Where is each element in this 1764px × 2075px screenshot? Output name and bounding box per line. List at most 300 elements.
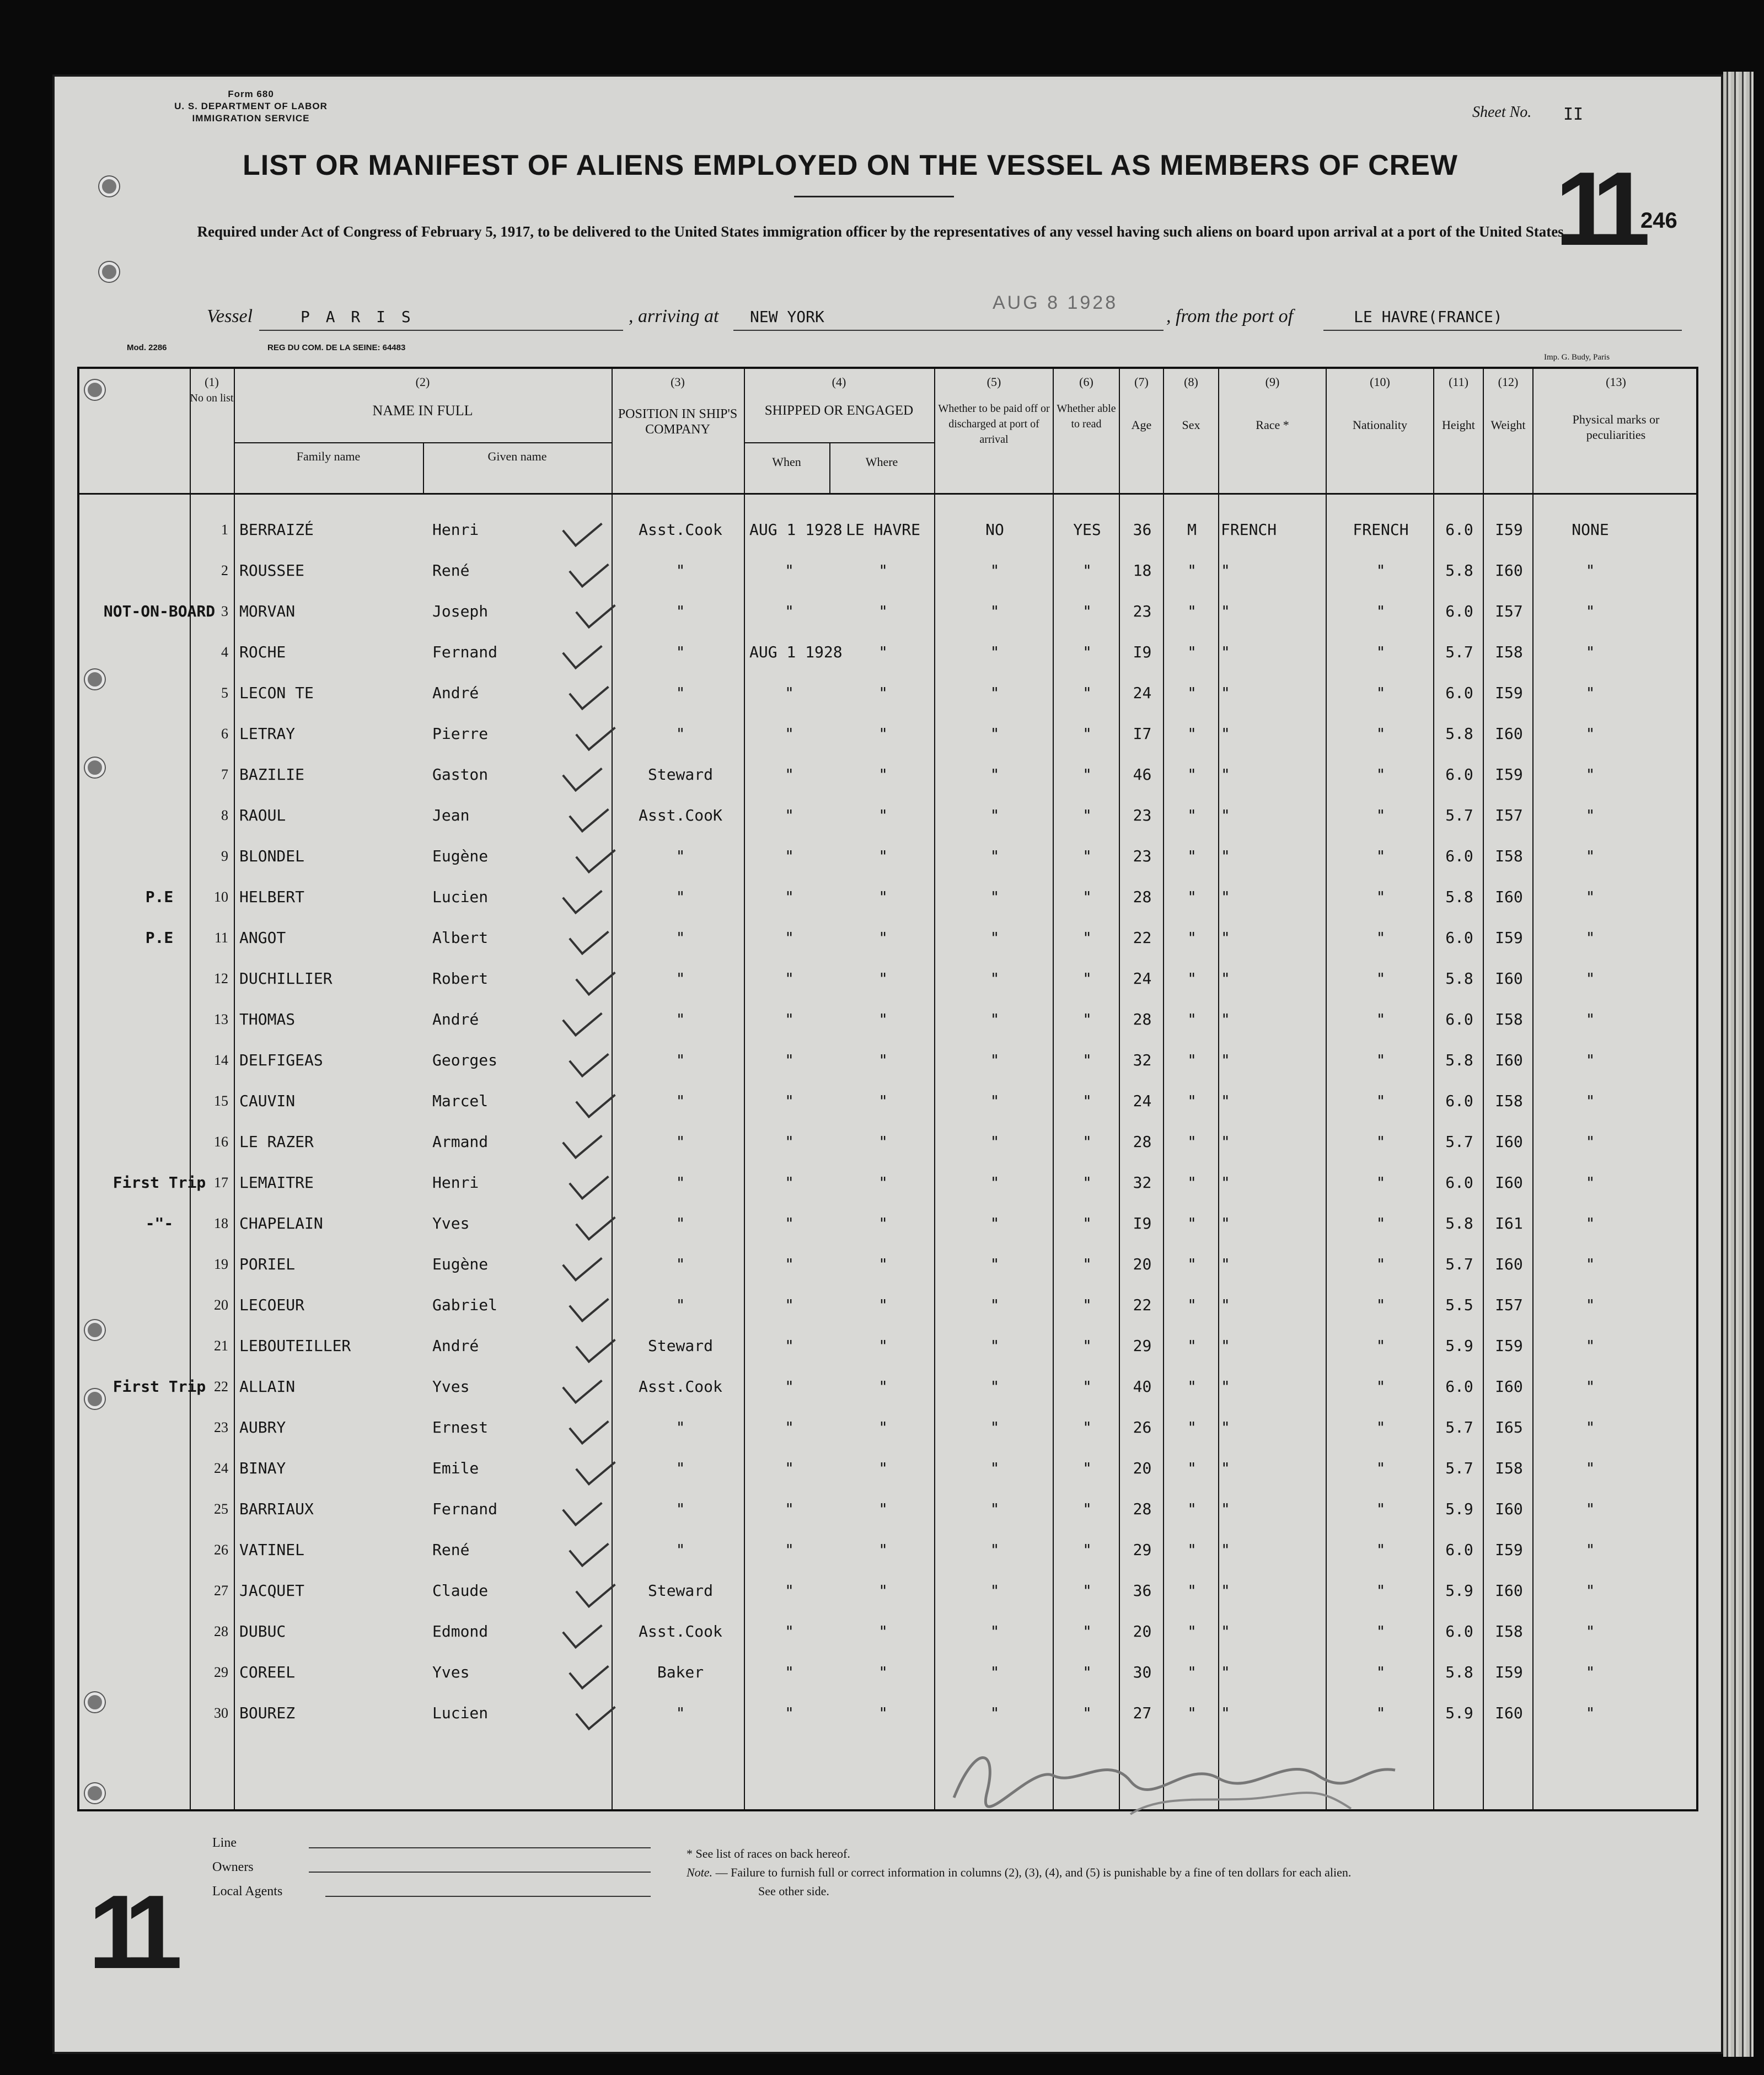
- col2-number: (2): [415, 375, 430, 389]
- agents-underline: [325, 1896, 651, 1897]
- cell-given: Yves: [432, 1214, 470, 1232]
- cell-paid: ": [990, 847, 1000, 865]
- sheet-number: II: [1563, 105, 1584, 124]
- cell-nationality: ": [1376, 1622, 1386, 1640]
- cell-note: [74, 1407, 245, 1448]
- cell-when: ": [785, 1010, 794, 1028]
- cell-when: AUG 1 1928: [749, 643, 843, 661]
- registry-number: REG DU COM. DE LA SEINE: 64483: [267, 343, 406, 352]
- cell-paid: ": [990, 1051, 1000, 1069]
- punch-hole: [85, 1692, 105, 1712]
- col13-header: [1534, 374, 1698, 443]
- cell-height: 5.9: [1445, 1337, 1473, 1355]
- row-number: 15: [214, 1093, 228, 1109]
- cell-race: ": [1221, 1500, 1230, 1518]
- row-number: 10: [214, 889, 228, 905]
- col1-label: No on list: [190, 392, 234, 404]
- cell-paid: ": [990, 1255, 1000, 1273]
- inspector-signature: [932, 1731, 1417, 1825]
- line-underline: [309, 1847, 651, 1848]
- from-port: LE HAVRE(FRANCE): [1354, 308, 1503, 326]
- table-row: [79, 510, 1696, 550]
- cell-read: ": [1082, 929, 1092, 947]
- cell-read: ": [1082, 684, 1092, 702]
- cell-note: [74, 714, 245, 754]
- row-number: 2: [221, 562, 228, 578]
- cell-family: CAUVIN: [239, 1092, 296, 1110]
- cell-paid: ": [990, 1500, 1000, 1518]
- cell-age: 28: [1133, 1500, 1152, 1518]
- cell-nationality: ": [1376, 1010, 1386, 1028]
- table-row: [79, 1244, 1696, 1285]
- table-row: [79, 1162, 1696, 1203]
- vessel-label: Vessel: [207, 306, 253, 326]
- col11-number: (11): [1449, 375, 1468, 389]
- cell-family: JACQUET: [239, 1581, 305, 1600]
- page-stack-edge: [1723, 72, 1754, 2057]
- row-number: 9: [221, 848, 228, 864]
- race-note: * See list of races on back hereof.: [687, 1847, 850, 1860]
- cell-note: [74, 1040, 245, 1081]
- cell-height: 6.0: [1445, 1622, 1473, 1640]
- row-number: 7: [221, 766, 228, 782]
- cell-height: 6.0: [1445, 684, 1473, 702]
- cell-note: [74, 1285, 245, 1326]
- cell-when: ": [785, 1704, 794, 1722]
- cell-read: ": [1082, 1541, 1092, 1559]
- cell-age: 36: [1133, 1581, 1152, 1600]
- cell-note: [74, 795, 245, 836]
- service-name: IMMIGRATION SERVICE: [192, 113, 310, 124]
- table-row: [79, 1652, 1696, 1693]
- table-row: [79, 1693, 1696, 1734]
- table-row: [79, 1203, 1696, 1244]
- cell-paid: ": [990, 725, 1000, 743]
- cell-height: 5.7: [1445, 1255, 1473, 1273]
- arrival-date-stamp: AUG 8 1928: [993, 292, 1118, 313]
- cell-race: ": [1221, 1541, 1230, 1559]
- row-number: 11: [214, 930, 228, 946]
- col11-header: [1434, 374, 1483, 433]
- table-row: [79, 1326, 1696, 1366]
- cell-race: ": [1221, 847, 1230, 865]
- cell-paid: ": [990, 1337, 1000, 1355]
- cell-paid: ": [990, 561, 1000, 580]
- cell-when: ": [785, 1541, 794, 1559]
- cell-nationality: ": [1376, 725, 1386, 743]
- punch-hole: [99, 262, 119, 282]
- cell-where: ": [878, 561, 888, 580]
- cell-sex: ": [1187, 1337, 1197, 1355]
- cell-given: Yves: [432, 1377, 470, 1396]
- row-number: 5: [221, 685, 228, 701]
- cell-marks: ": [1585, 1296, 1595, 1314]
- cell-weight: I57: [1495, 806, 1523, 824]
- cell-when: ": [785, 969, 794, 988]
- where-header: Where: [865, 455, 898, 469]
- cell-height: 5.8: [1445, 969, 1473, 988]
- cell-age: 28: [1133, 1133, 1152, 1151]
- penalty-note: [687, 1863, 1351, 1882]
- cell-marks: ": [1585, 1377, 1595, 1396]
- cell-nationality: FRENCH: [1353, 521, 1409, 539]
- table-row: [79, 550, 1696, 591]
- arriving-port: NEW YORK: [750, 308, 824, 326]
- cell-note: -"-: [145, 1214, 174, 1232]
- cell-sex: ": [1187, 725, 1197, 743]
- cell-race: ": [1221, 969, 1230, 988]
- cell-sex: ": [1187, 1541, 1197, 1559]
- owners-label: Owners: [212, 1860, 254, 1874]
- handwritten-footer-number: 11: [88, 1874, 166, 1991]
- cell-race: ": [1221, 561, 1230, 580]
- shipped-subheader-rule: [744, 442, 934, 443]
- cell-given: Albert: [432, 929, 489, 947]
- table-row: [79, 999, 1696, 1040]
- cell-paid: ": [990, 929, 1000, 947]
- cell-marks: ": [1585, 1581, 1595, 1600]
- cell-position: ": [675, 1704, 685, 1722]
- cell-given: Claude: [432, 1581, 489, 1600]
- cell-family: VATINEL: [239, 1541, 305, 1559]
- cell-nationality: ": [1376, 1704, 1386, 1722]
- cell-read: ": [1082, 1459, 1092, 1477]
- cell-race: ": [1221, 1173, 1230, 1192]
- cell-family: CHAPELAIN: [239, 1214, 323, 1232]
- cell-nationality: ": [1376, 1214, 1386, 1232]
- cell-when: ": [785, 1051, 794, 1069]
- cell-when: ": [785, 806, 794, 824]
- cell-weight: I60: [1495, 969, 1523, 988]
- cell-family: LECOEUR: [239, 1296, 305, 1314]
- cell-height: 5.9: [1445, 1500, 1473, 1518]
- cell-where: ": [878, 1500, 888, 1518]
- cell-position: ": [675, 929, 685, 947]
- row-number: 6: [221, 726, 228, 742]
- col13-label: Physical marks or peculiarities: [1572, 412, 1660, 442]
- row-number: 8: [221, 807, 228, 823]
- vessel-underline: [259, 330, 623, 331]
- cell-marks: NONE: [1572, 521, 1609, 539]
- cell-sex: ": [1187, 969, 1197, 988]
- cell-read: ": [1082, 1581, 1092, 1600]
- col10-number: (10): [1370, 375, 1390, 389]
- cell-read: ": [1082, 806, 1092, 824]
- cell-family: LETRAY: [239, 725, 296, 743]
- cell-nationality: ": [1376, 561, 1386, 580]
- cell-read: ": [1082, 1377, 1092, 1396]
- cell-weight: I60: [1495, 1581, 1523, 1600]
- col4-header: [744, 374, 934, 419]
- cell-marks: ": [1585, 1663, 1595, 1681]
- cell-race: ": [1221, 1010, 1230, 1028]
- cell-given: Ernest: [432, 1418, 489, 1436]
- col9-header: [1219, 374, 1326, 433]
- cell-race: ": [1221, 1092, 1230, 1110]
- cell-height: 5.7: [1445, 806, 1473, 824]
- cell-family: BARRIAUX: [239, 1500, 314, 1518]
- cell-weight: I59: [1495, 521, 1523, 539]
- cell-when: ": [785, 929, 794, 947]
- cell-given: Emile: [432, 1459, 479, 1477]
- cell-marks: ": [1585, 1500, 1595, 1518]
- cell-given: André: [432, 1337, 479, 1355]
- cell-weight: I58: [1495, 847, 1523, 865]
- cell-nationality: ": [1376, 888, 1386, 906]
- table-row: [79, 1570, 1696, 1611]
- cell-position: Steward: [647, 1337, 713, 1355]
- cell-where: ": [878, 1092, 888, 1110]
- cell-read: ": [1082, 643, 1092, 661]
- cell-weight: I57: [1495, 602, 1523, 620]
- see-other-side: See other side.: [758, 1884, 829, 1898]
- cell-weight: I60: [1495, 888, 1523, 906]
- cell-family: BERRAIZÉ: [239, 521, 314, 539]
- col2-header: [234, 374, 612, 419]
- row-number: 1: [221, 522, 228, 538]
- cell-where: ": [878, 1337, 888, 1355]
- cell-age: 22: [1133, 1296, 1152, 1314]
- punch-hole: [85, 1320, 105, 1340]
- cell-where: ": [878, 684, 888, 702]
- row-number: 27: [214, 1583, 228, 1599]
- cell-race: ": [1221, 725, 1230, 743]
- cell-given: René: [432, 1541, 470, 1559]
- cell-sex: ": [1187, 1663, 1197, 1681]
- col5-label: Whether to be paid off or discharged at port of arrival: [938, 403, 1050, 446]
- cell-note: P.E: [145, 929, 174, 947]
- cell-weight: I60: [1495, 561, 1523, 580]
- col1-header: [190, 374, 234, 406]
- cell-given: Yves: [432, 1663, 470, 1681]
- cell-note: [74, 632, 245, 673]
- cell-family: BLONDEL: [239, 847, 305, 865]
- table-row: [79, 1489, 1696, 1530]
- cell-age: 27: [1133, 1704, 1152, 1722]
- cell-height: 5.7: [1445, 1459, 1473, 1477]
- cell-height: 6.0: [1445, 929, 1473, 947]
- cell-race: ": [1221, 602, 1230, 620]
- cell-sex: ": [1187, 1255, 1197, 1273]
- cell-where: ": [878, 765, 888, 784]
- row-number: 14: [214, 1052, 228, 1068]
- cell-paid: ": [990, 643, 1000, 661]
- cell-race: ": [1221, 1255, 1230, 1273]
- cell-weight: I58: [1495, 1459, 1523, 1477]
- cell-where: ": [878, 1214, 888, 1232]
- cell-sex: ": [1187, 1010, 1197, 1028]
- cell-age: 30: [1133, 1663, 1152, 1681]
- cell-sex: M: [1187, 521, 1197, 539]
- cell-given: Armand: [432, 1133, 489, 1151]
- cell-age: 32: [1133, 1051, 1152, 1069]
- printer-mark: Imp. G. Budy, Paris: [1544, 353, 1610, 362]
- cell-nationality: ": [1376, 1173, 1386, 1192]
- cell-where: ": [878, 1051, 888, 1069]
- cell-height: 6.0: [1445, 602, 1473, 620]
- col8-header: [1164, 374, 1218, 433]
- cell-sex: ": [1187, 806, 1197, 824]
- note-prefix: Note.: [687, 1865, 713, 1879]
- cell-sex: ": [1187, 765, 1197, 784]
- cell-nationality: ": [1376, 929, 1386, 947]
- cell-family: LEMAITRE: [239, 1173, 314, 1192]
- cell-age: 29: [1133, 1541, 1152, 1559]
- cell-marks: ": [1585, 969, 1595, 988]
- cell-nationality: ": [1376, 1296, 1386, 1314]
- table-row: [79, 1122, 1696, 1162]
- cell-given: Henri: [432, 1173, 479, 1192]
- cell-weight: I58: [1495, 1010, 1523, 1028]
- cell-sex: ": [1187, 602, 1197, 620]
- cell-age: I9: [1133, 643, 1152, 661]
- cell-weight: I59: [1495, 684, 1523, 702]
- col8-label: Sex: [1182, 418, 1200, 432]
- cell-race: ": [1221, 806, 1230, 824]
- cell-race: ": [1221, 1704, 1230, 1722]
- cell-where: ": [878, 1581, 888, 1600]
- cell-read: ": [1082, 1418, 1092, 1436]
- cell-paid: ": [990, 1214, 1000, 1232]
- form-number: Form 680: [228, 89, 274, 99]
- from-port-label: , from the port of: [1166, 306, 1294, 326]
- punch-hole: [85, 1783, 105, 1803]
- cell-marks: ": [1585, 765, 1595, 784]
- cell-family: DELFIGEAS: [239, 1051, 323, 1069]
- cell-where: ": [878, 1296, 888, 1314]
- cell-position: ": [675, 1418, 685, 1436]
- cell-race: ": [1221, 1214, 1230, 1232]
- cell-where: ": [878, 1133, 888, 1151]
- table-row: [79, 958, 1696, 999]
- cell-marks: ": [1585, 1622, 1595, 1640]
- cell-note: [74, 999, 245, 1040]
- cell-paid: ": [990, 1296, 1000, 1314]
- cell-nationality: ": [1376, 1541, 1386, 1559]
- cell-when: ": [785, 847, 794, 865]
- cell-position: ": [675, 1296, 685, 1314]
- col3-label: POSITION IN SHIP'S COMPANY: [618, 407, 738, 437]
- page-number: 246: [1640, 208, 1677, 233]
- cell-note: [74, 1611, 245, 1652]
- cell-sex: ": [1187, 1377, 1197, 1396]
- cell-when: ": [785, 1500, 794, 1518]
- cell-age: 32: [1133, 1173, 1152, 1192]
- cell-sex: ": [1187, 1704, 1197, 1722]
- cell-sex: ": [1187, 888, 1197, 906]
- vessel-name: P A R I S: [301, 308, 414, 326]
- cell-age: 29: [1133, 1337, 1152, 1355]
- cell-where: ": [878, 1377, 888, 1396]
- cell-height: 6.0: [1445, 1092, 1473, 1110]
- cell-race: ": [1221, 643, 1230, 661]
- cell-race: ": [1221, 1459, 1230, 1477]
- cell-family: THOMAS: [239, 1010, 296, 1028]
- cell-paid: ": [990, 684, 1000, 702]
- col2-label: NAME IN FULL: [372, 403, 473, 419]
- cell-note: [74, 510, 245, 550]
- cell-sex: ": [1187, 561, 1197, 580]
- cell-paid: ": [990, 602, 1000, 620]
- col12-header: [1484, 374, 1532, 433]
- cell-sex: ": [1187, 684, 1197, 702]
- cell-marks: ": [1585, 1092, 1595, 1110]
- row-number: 19: [214, 1256, 228, 1272]
- cell-given: Lucien: [432, 1704, 489, 1722]
- cell-nationality: ": [1376, 1133, 1386, 1151]
- table-row: [79, 754, 1696, 795]
- cell-height: 6.0: [1445, 1173, 1473, 1192]
- cell-weight: I59: [1495, 1541, 1523, 1559]
- col6-header: [1054, 374, 1119, 432]
- local-agents-label: Local Agents: [212, 1884, 283, 1899]
- cell-position: ": [675, 1051, 685, 1069]
- cell-marks: ": [1585, 806, 1595, 824]
- cell-marks: ": [1585, 602, 1595, 620]
- cell-age: 24: [1133, 1092, 1152, 1110]
- cell-family: BOUREZ: [239, 1704, 296, 1722]
- cell-paid: ": [990, 1622, 1000, 1640]
- cell-given: André: [432, 684, 479, 702]
- cell-height: 6.0: [1445, 521, 1473, 539]
- cell-marks: ": [1585, 888, 1595, 906]
- cell-given: René: [432, 561, 470, 580]
- cell-read: ": [1082, 1704, 1092, 1722]
- cell-race: ": [1221, 684, 1230, 702]
- punch-hole: [85, 669, 105, 689]
- cell-paid: ": [990, 1418, 1000, 1436]
- cell-height: 5.7: [1445, 1133, 1473, 1151]
- cell-paid: ": [990, 1377, 1000, 1396]
- table-row: [79, 1285, 1696, 1326]
- cell-race: ": [1221, 888, 1230, 906]
- cell-read: ": [1082, 725, 1092, 743]
- cell-position: ": [675, 1010, 685, 1028]
- cell-sex: ": [1187, 847, 1197, 865]
- cell-age: 20: [1133, 1459, 1152, 1477]
- cell-weight: I59: [1495, 1663, 1523, 1681]
- cell-read: ": [1082, 561, 1092, 580]
- cell-read: ": [1082, 1622, 1092, 1640]
- cell-read: ": [1082, 888, 1092, 906]
- cell-age: 46: [1133, 765, 1152, 784]
- cell-marks: ": [1585, 1214, 1595, 1232]
- cell-note: [74, 1244, 245, 1285]
- cell-nationality: ": [1376, 1255, 1386, 1273]
- cell-given: Fernand: [432, 643, 498, 661]
- cell-weight: I59: [1495, 929, 1523, 947]
- cell-race: FRENCH: [1221, 521, 1277, 539]
- cell-note: First Trip: [112, 1173, 206, 1192]
- cell-race: ": [1221, 1377, 1230, 1396]
- cell-race: ": [1221, 1622, 1230, 1640]
- cell-age: I9: [1133, 1214, 1152, 1232]
- cell-height: 5.9: [1445, 1581, 1473, 1600]
- cell-marks: ": [1585, 1541, 1595, 1559]
- cell-marks: ": [1585, 1704, 1595, 1722]
- cell-read: ": [1082, 1214, 1092, 1232]
- cell-position: ": [675, 725, 685, 743]
- cell-nationality: ": [1376, 1581, 1386, 1600]
- col3-header: [612, 374, 744, 437]
- cell-note: [74, 958, 245, 999]
- cell-when: ": [785, 888, 794, 906]
- cell-family: LE RAZER: [239, 1133, 314, 1151]
- col11-label: Height: [1442, 418, 1475, 432]
- cell-nationality: ": [1376, 1500, 1386, 1518]
- cell-family: HELBERT: [239, 888, 305, 906]
- cell-paid: ": [990, 1459, 1000, 1477]
